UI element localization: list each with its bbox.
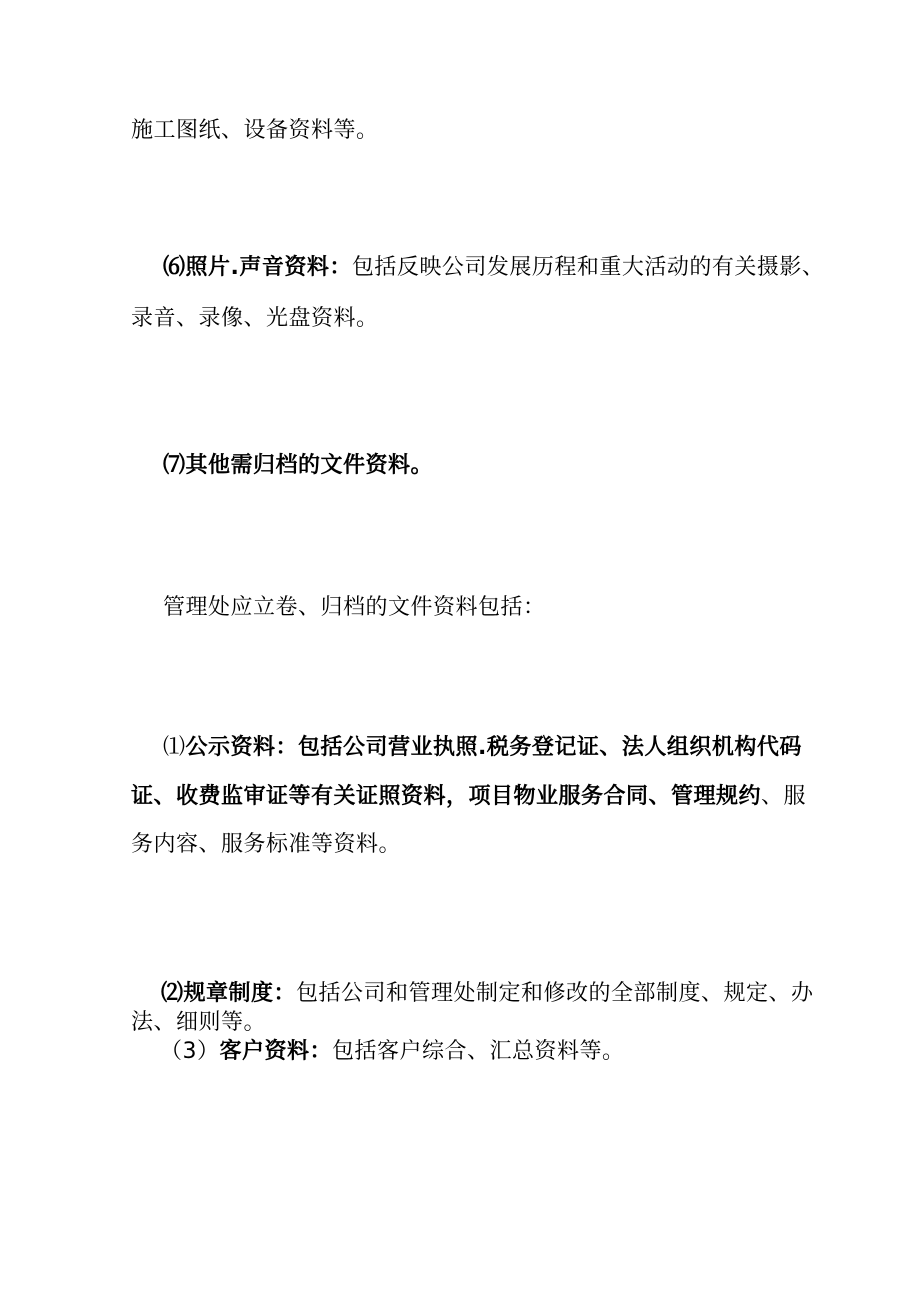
item-heading: 其他需归档的文件资料。 xyxy=(185,453,434,478)
item-heading: 客户资料： xyxy=(219,1039,333,1064)
item-heading: 照片.声音资料： xyxy=(185,255,352,280)
item-number: ⑹ xyxy=(163,255,186,280)
paragraph-line xyxy=(131,120,379,142)
body-text: 、服 xyxy=(761,784,807,809)
body-text: 管理处应立卷、归档的文件资料包括： xyxy=(163,595,546,620)
item-number: ⑵ xyxy=(161,981,184,1006)
paragraph-line xyxy=(163,597,546,619)
paragraph-line xyxy=(163,257,824,279)
body-text: 包括公司和管理处制定和修改的全部制度、规定、办 xyxy=(296,981,814,1006)
body-text: 务内容、服务标准等资料。 xyxy=(131,832,402,857)
body-text: 法、细则等。 xyxy=(131,1010,267,1035)
paragraph-line xyxy=(131,834,401,856)
paragraph-line xyxy=(160,1041,625,1063)
item-heading: 规章制度： xyxy=(183,981,297,1006)
item-number: ⑺ xyxy=(163,453,186,478)
paragraph-line xyxy=(163,737,802,759)
paragraph-line xyxy=(163,455,433,477)
paragraph-line xyxy=(131,786,806,808)
paragraph-line xyxy=(131,1012,266,1034)
item-number: （3） xyxy=(160,1039,220,1064)
body-text: 施工图纸、设备资料等。 xyxy=(131,118,379,143)
paragraph-line xyxy=(131,308,379,330)
body-text: 包括反映公司发展历程和重大活动的有关摄影、 xyxy=(351,255,825,280)
item-heading: 公示资料：包括公司营业执照.税务登记证、法人组织机构代码 xyxy=(185,735,802,760)
body-text-bold: 证、收费监审证等有关证照资料，项目物业服务合同、管理规约 xyxy=(131,784,762,809)
item-number: ⑴ xyxy=(163,735,186,760)
body-text: 包括客户综合、汇总资料等。 xyxy=(332,1039,625,1064)
paragraph-line xyxy=(161,983,814,1005)
body-text: 录音、录像、光盘资料。 xyxy=(131,306,379,331)
